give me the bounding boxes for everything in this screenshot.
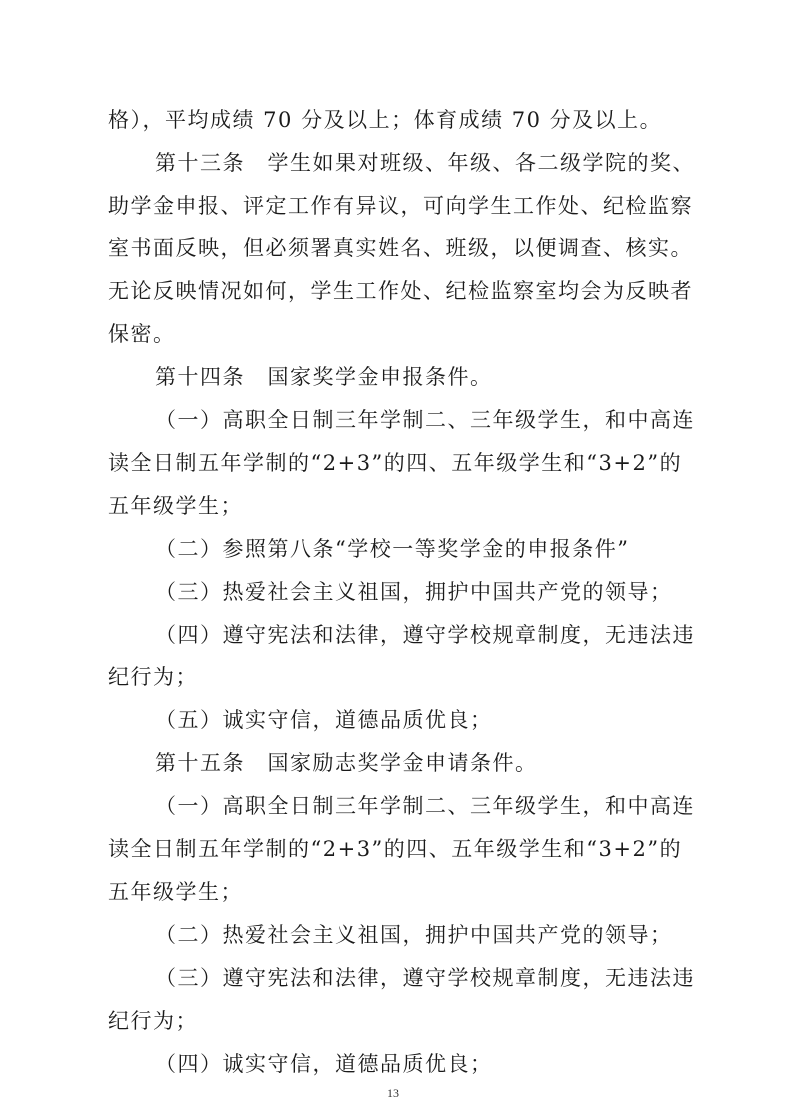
text-line: 五年级学生； <box>108 494 243 518</box>
list-item-line: （一）高职全日制三年学制二、三年级学生，和中高连 <box>155 408 695 432</box>
list-item-line: （四）遵守宪法和法律，遵守学校规章制度，无违法违 <box>155 623 695 647</box>
text-line: 保密。 <box>108 322 176 346</box>
text-line: 读全日制五年学制的“2+3”的四、五年级学生和“3+2”的 <box>108 837 683 861</box>
text-line: 纪行为； <box>108 1009 198 1033</box>
text-line: 读全日制五年学制的“2+3”的四、五年级学生和“3+2”的 <box>108 451 683 475</box>
text-line: 五年级学生； <box>108 880 243 904</box>
article-15-heading-line: 第十五条 国家励志奖学金申请条件。 <box>155 751 538 775</box>
list-item-line: （三）热爱社会主义祖国，拥护中国共产党的领导； <box>155 580 673 604</box>
text-line: 纪行为； <box>108 665 198 689</box>
list-item-line: （四）诚实守信，道德品质优良； <box>155 1052 493 1076</box>
list-item-line: （三）遵守宪法和法律，遵守学校规章制度，无违法违 <box>155 966 695 990</box>
text-line: 助学金申报、评定工作有异议，可向学生工作处、纪检监察 <box>108 194 693 218</box>
text-line: 格），平均成绩 70 分及以上；体育成绩 70 分及以上。 <box>108 108 663 132</box>
list-item-line: （二）热爱社会主义祖国，拥护中国共产党的领导； <box>155 923 673 947</box>
page-number: 13 <box>387 1086 399 1100</box>
text-line: 室书面反映，但必须署真实姓名、班级，以便调查、核实。 <box>108 236 693 260</box>
article-13-heading-line: 第十三条 学生如果对班级、年级、各二级学院的奖、 <box>155 151 695 175</box>
text-line: 无论反映情况如何，学生工作处、纪检监察室均会为反映者 <box>108 279 693 303</box>
article-14-heading-line: 第十四条 国家奖学金申报条件。 <box>155 365 493 389</box>
list-item-line: （一）高职全日制三年学制二、三年级学生，和中高连 <box>155 794 695 818</box>
list-item-line: （二）参照第八条“学校一等奖学金的申报条件” <box>155 537 630 561</box>
list-item-line: （五）诚实守信，道德品质优良； <box>155 708 493 732</box>
